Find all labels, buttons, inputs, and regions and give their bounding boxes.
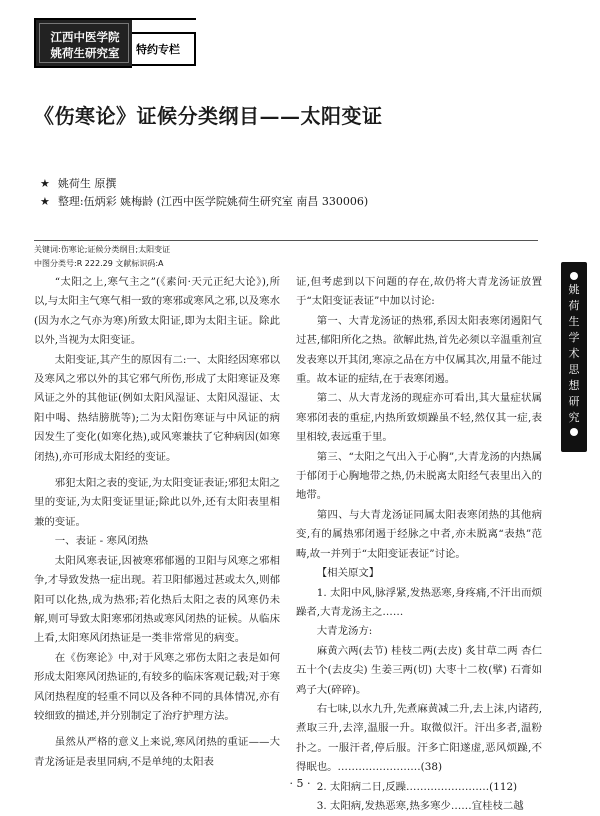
side-tab-char: 生 bbox=[568, 315, 580, 328]
keywords: 关键词:伤寒论;证候分类纲目;太阳变证 bbox=[34, 245, 171, 254]
editor-text: 整理:伍炳彩 姚梅龄 (江西中医学院姚荷生研究室 南昌 330006) bbox=[57, 195, 369, 208]
left-column bbox=[34, 273, 280, 772]
side-tab-char: 究 bbox=[568, 411, 580, 424]
quoted-text: 3. 太阳病,发热恶寒,热多寒少……宜桂枝二越 bbox=[316, 799, 524, 812]
section-heading: 【相关原文】 bbox=[316, 567, 380, 580]
classification-number: 中图分类号:R 222.29 文献标识码:A bbox=[34, 259, 164, 268]
paragraph: 太阳风寒表证,因被寒邪郁遏的卫阳与风寒之邪相争,才导致发热一症出现。若卫阳郁遏过甚或太久,则郁阳可以化热,成为热邪;若化热后太阳之表的风寒仍未解,则可导致太阳寒邪闭热或寒风闭热的证候。从临床上看,太阳寒风闭热证是一类非常常见的病变。 bbox=[34, 554, 280, 645]
formula-method: 右七味,以水九升,先煮麻黄减二升,去上沫,内诸药,煮取三升,去滓,温服一升。取微似汗。汗出多者,温粉扑之。一服汗者,停后服。汗多亡阳遂虚,恶风烦躁,不得眠也。……………………(38) bbox=[296, 702, 542, 774]
dot-icon bbox=[570, 272, 578, 280]
star-icon: ★ bbox=[40, 177, 50, 190]
editor-line bbox=[40, 193, 368, 209]
column-banner bbox=[34, 18, 200, 68]
side-tab-char: 学 bbox=[568, 331, 580, 344]
author-text: 姚荷生 原撰 bbox=[57, 177, 117, 190]
side-tab-char: 荷 bbox=[568, 299, 580, 312]
author-line bbox=[40, 175, 116, 191]
paragraph: 虽然从严格的意义上来说,寒风闭热的重证——大青龙汤证是表里同病,不是单纯的太阳表 bbox=[34, 736, 280, 768]
banner-tag: 特约专栏 bbox=[136, 43, 180, 56]
side-tab-char: 研 bbox=[568, 395, 580, 408]
header-divider bbox=[34, 240, 538, 241]
banner-institution-line1: 江西中医学院 bbox=[50, 30, 120, 44]
side-tab-char: 想 bbox=[568, 379, 580, 392]
quoted-text: 2. 太阳病二日,反躁……………………(112) bbox=[316, 780, 518, 793]
quoted-text: 1. 太阳中风,脉浮紧,发热恶寒,身疼痛,不汗出而烦躁者,大青龙汤主之…… bbox=[296, 586, 542, 618]
paragraph: 第一、大青龙汤证的热邪,系因太阳表寒闭遏阳气过甚,郁阳所化之热。欲解此热,首先必须以辛温重剂宣发表寒以开其闭,寒凉之品在方中仅属其次,用量不能过重。故本证的症结,在于表寒闭遏。 bbox=[296, 314, 542, 386]
paragraph: 在《伤寒论》中,对于风寒之邪伤太阳之表是如何形成太阳寒风闭热证的,有较多的临床客观记载;对于寒风闭热程度的轻重不同以及各种不同的具体情况,亦有较细致的描述,并分别制定了治疗护理方法。 bbox=[34, 651, 280, 722]
side-tab-char: 思 bbox=[568, 363, 580, 376]
side-tab-char: 术 bbox=[568, 347, 580, 360]
page-number: · 5 · bbox=[289, 777, 311, 790]
paragraph: 证,但考虑到以下问题的存在,故仍将大青龙汤证放置于“太阳变证表证”中加以讨论: bbox=[296, 276, 542, 308]
right-column bbox=[296, 273, 542, 816]
paragraph: 第三、“太阳之气出入于心胸”,大青龙汤的内热属于郁闭于心胸地带之热,仍未脱离太阳经气表里出入的地带。 bbox=[296, 450, 542, 502]
side-tab-char: 姚 bbox=[568, 283, 580, 296]
article-title: 《伤寒论》证候分类纲目——太阳变证 bbox=[34, 104, 383, 128]
side-section-tab bbox=[561, 262, 587, 452]
banner-institution-line2: 姚荷生研究室 bbox=[50, 46, 120, 60]
section-heading: 一、表证 - 寒风闭热 bbox=[54, 535, 149, 548]
paragraph: “太阳之上,寒气主之”(《素问·天元正纪大论》),所以,与太阳主气寒气相一致的寒邪或寒风之邪,以及寒水(因为水之气亦为寒)所致太阳证,即为太阳主证。除此以外,当视为太阳变证。 bbox=[34, 276, 280, 347]
dot-icon bbox=[570, 428, 578, 436]
paragraph: 邪犯太阳之表的变证,为太阳变证表证;邪犯太阳之里的变证,为太阳变证里证;除此以外,还有太阳表里相兼的变证。 bbox=[34, 477, 280, 528]
banner-institution-box bbox=[34, 18, 132, 68]
paragraph: 太阳变证,其产生的原因有二:一、太阳经因寒邪以及寒风之邪以外的其它邪气所伤,形成了太阳寒证及寒风证之外的其他证(例如太阳风湿证、太阳风湿证、太阳中喝、热结膀胱等);二为太阳伤寒证与中风证的病因发生了变化(如寒化热),或风寒兼扶了它种病因(如寒闭热),亦可形成太阳经的变证。 bbox=[34, 353, 280, 463]
paragraph: 第二、从大青龙汤的现症亦可看出,其大量症状属寒邪闭表的重症,内热所致烦躁虽不轻,然仅其一症,表里相较,表远重于里。 bbox=[296, 392, 542, 444]
formula-ingredients: 麻黄六两(去节) 桂枝二两(去皮) 炙甘草二两 杏仁五十个(去皮尖) 生姜三两(切) 大枣十二枚(擘) 石膏如鸡子大(碎碎)。 bbox=[296, 644, 542, 696]
paragraph: 第四、与大青龙汤证同属太阳表寒闭热的其他病变,有的属热邪闭遏于经脉之中者,亦未脱离“表热”范畴,故一并列于“太阳变证表证”讨论。 bbox=[296, 508, 542, 560]
star-icon: ★ bbox=[40, 195, 50, 208]
formula-title: 大青龙汤方: bbox=[316, 625, 373, 638]
banner-tag-box bbox=[132, 32, 196, 66]
